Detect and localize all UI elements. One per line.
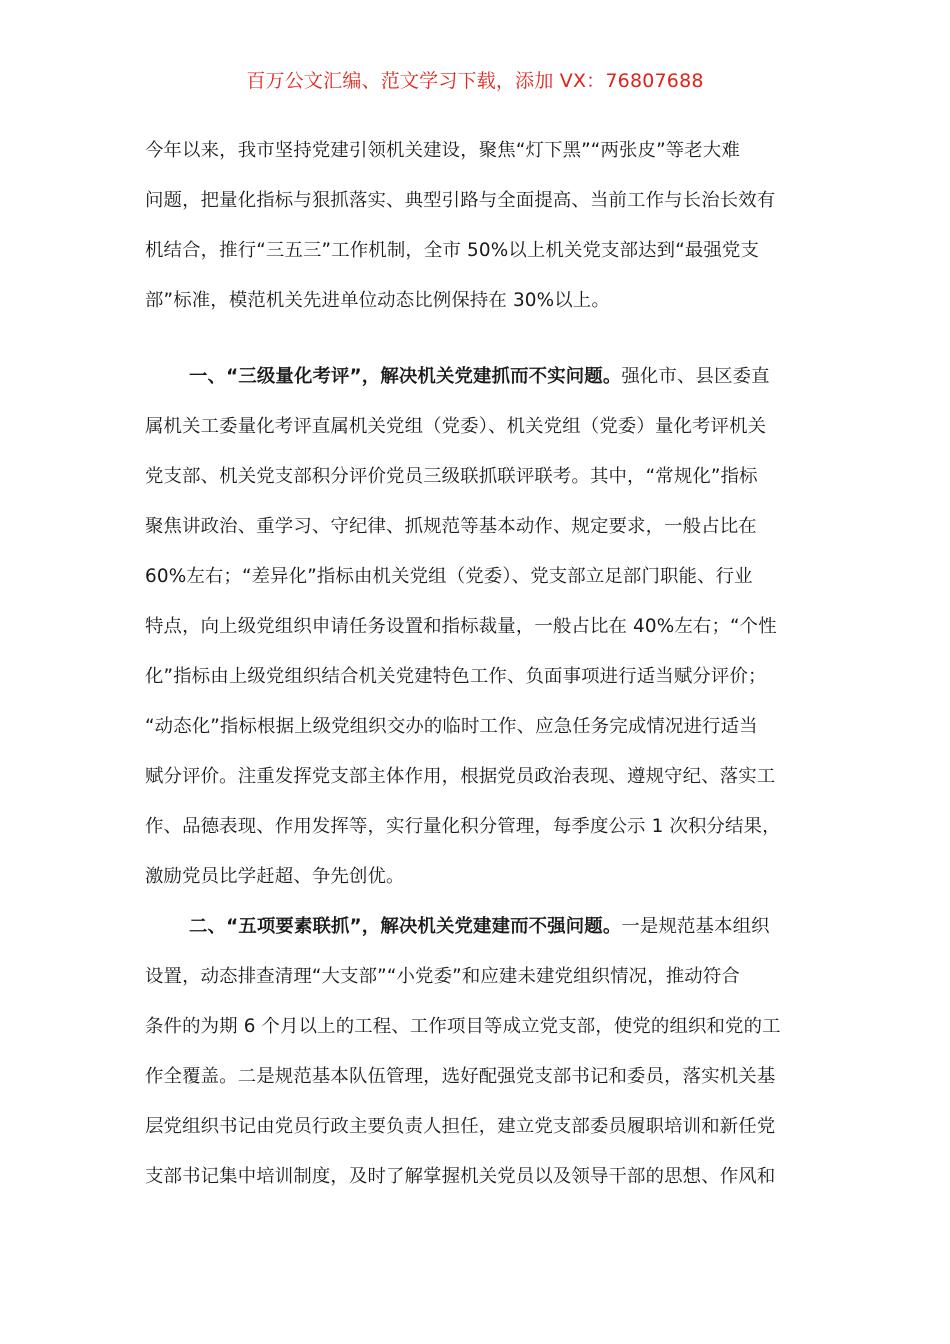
paragraph-line: 作、品德表现、作用发挥等，实行量化积分管理，每季度公示 1 次积分结果， — [145, 816, 781, 837]
paragraph-line: 党支部、机关党支部积分评价党员三级联抓联评联考。其中，“常规化”指标 — [145, 466, 758, 487]
paragraph-line: 60%左右；“差异化”指标由机关党组（党委）、党支部立足部门职能、行业 — [145, 566, 753, 587]
section-first-line — [145, 909, 809, 959]
paragraph-line: 作全覆盖。二是规范基本队伍管理，选好配强党支部书记和委员，落实机关基 — [145, 1066, 776, 1087]
document-body — [145, 133, 809, 1209]
section-one-lead: 强化市、县区委直 — [621, 366, 770, 387]
section-two-lead: 一是规范基本组织 — [621, 916, 770, 937]
intro-paragraph — [145, 133, 809, 333]
paragraph-line: 机结合，推行“三五三”工作机制，全市 50%以上机关党支部达到“最强党支 — [145, 240, 760, 261]
paragraph-line: 特点，向上级党组织申请任务设置和指标裁量，一般占比在 40%左右；“个性 — [145, 616, 777, 637]
paragraph-line: 支部书记集中培训制度，及时了解掌握机关党员以及领导干部的思想、作风和 — [145, 1166, 776, 1187]
section-first-line — [145, 359, 809, 409]
paragraph-line: 条件的为期 6 个月以上的工程、工作项目等成立党支部，使党的组织和党的工 — [145, 1016, 781, 1037]
paragraph-line: 设置，动态排查清理“大支部”“小党委”和应建未建党组织情况，推动符合 — [145, 966, 740, 987]
paragraph-line: 化”指标由上级党组织结合机关党建特色工作、负面事项进行适当赋分评价； — [145, 666, 767, 687]
paragraph-line: 问题，把量化指标与狠抓落实、典型引路与全面提高、当前工作与长治长效有 — [145, 190, 776, 211]
section-two-heading: 二、“五项要素联抓”，解决机关党建建而不强问题。 — [189, 916, 622, 937]
paragraph-line: “动态化”指标根据上级党组织交办的临时工作、应急任务完成情况进行适当 — [145, 716, 758, 737]
paragraph-line: 赋分评价。注重发挥党支部主体作用，根据党员政治表现、遵规守纪、落实工 — [145, 766, 776, 787]
paragraph-line: 属机关工委量化考评直属机关党组（党委）、机关党组（党委）量化考评机关 — [145, 416, 767, 437]
section-one-paragraph — [145, 359, 809, 909]
download-banner: 百万公文汇编、范文学习下载，添加 VX：76807688 — [246, 70, 704, 92]
paragraph-line: 聚焦讲政治、重学习、守纪律、抓规范等基本动作、规定要求，一般占比在 — [145, 516, 757, 537]
paragraph-gap — [145, 333, 809, 359]
paragraph-line: 激励党员比学赶超、争先创优。 — [145, 866, 405, 887]
paragraph-line: 部”标准，模范机关先进单位动态比例保持在 30%以上。 — [145, 290, 610, 311]
paragraph-line: 今年以来，我市坚持党建引领机关建设，聚焦“灯下黑”“两张皮”等老大难 — [145, 140, 740, 161]
paragraph-line: 层党组织书记由党员行政主要负责人担任，建立党支部委员履职培训和新任党 — [145, 1116, 776, 1137]
section-two-paragraph — [145, 909, 809, 1209]
section-one-heading: 一、“三级量化考评”，解决机关党建抓而不实问题。 — [189, 366, 622, 387]
